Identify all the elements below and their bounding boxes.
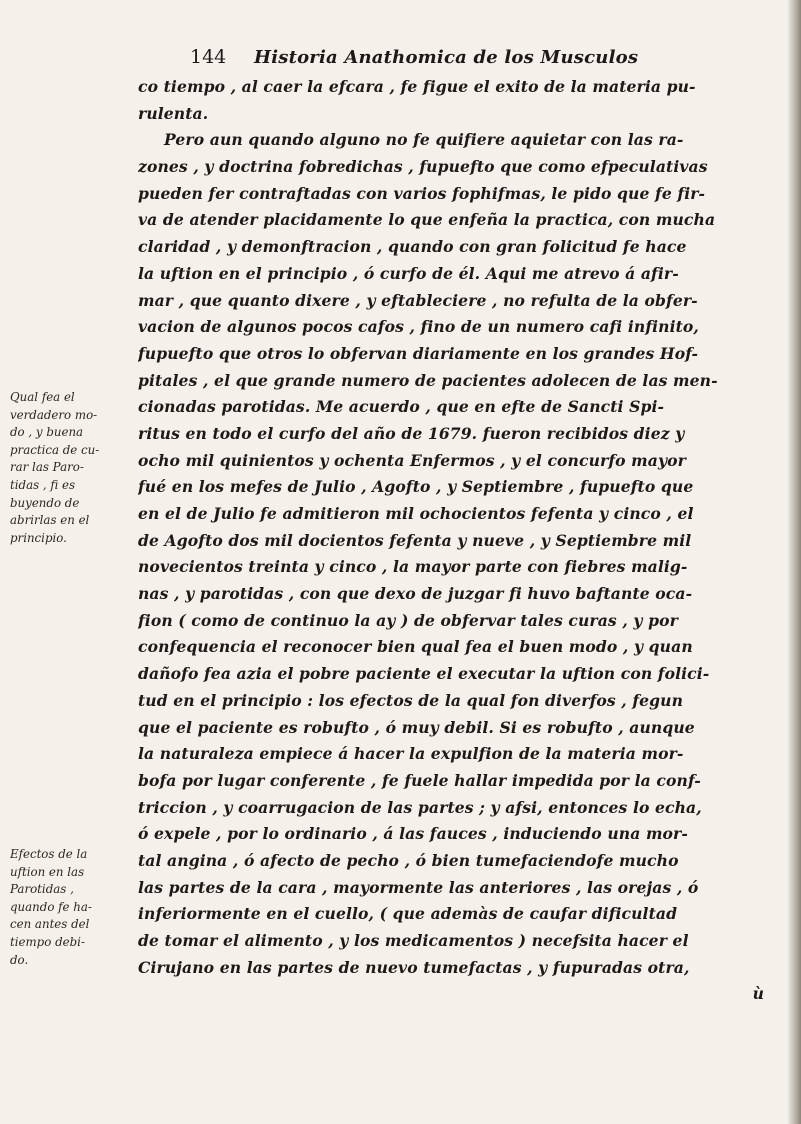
- main-text-block: [138, 74, 768, 1008]
- text-line: tal angina , ó afecto de pecho , ó bien tumefaciendofe mucho: [138, 850, 679, 870]
- marginal-note-line: Qual fea el: [10, 390, 75, 404]
- text-line: pueden fer contraftadas con varios fophifmas, le pido que fe fir-: [138, 183, 706, 203]
- text-line: ù: [752, 984, 764, 1004]
- text-line: la naturaleza empiece á hacer la expulfion de la materia mor-: [138, 744, 684, 764]
- marginal-note-line: buyendo de: [10, 495, 80, 510]
- text-line: de tomar el alimento , y los medicamentos ) necefsita hacer el: [138, 931, 689, 950]
- text-line: en el de Julio fe admitieron mil ochocientos fefenta y cinco , el: [138, 504, 694, 523]
- text-line: co tiempo , al caer la efcara , fe figue el exito de la materia pu-: [138, 77, 696, 96]
- marginal-note-line: rar las Paro-: [10, 460, 84, 475]
- marginal-note-line: uftion en las: [10, 864, 85, 879]
- text-line: fion ( como de continuo la ay ) de obfervar tales curas , y por: [138, 610, 678, 630]
- page-edge: [787, 0, 801, 1124]
- text-line: nas , y parotidas , con que dexo de juzgar fi huvo baftante oca-: [138, 584, 693, 604]
- text-line: fué en los mefes de Julio , Agofto , y Septiembre , fupuefto que: [138, 477, 694, 497]
- text-line: triccion , y coarrugacion de las partes ; y afsi, entonces lo echa,: [138, 797, 702, 817]
- marginal-note-line: do.: [10, 952, 29, 967]
- text-line: mar , que quanto dixere , y eftableciere , no refulta de la obfer-: [138, 290, 698, 310]
- text-line: confequencia el reconocer bien qual fea el buen modo , y quan: [138, 637, 693, 657]
- running-title: Historia Anathomica de los Musculos: [254, 47, 639, 68]
- text-line: ó expele , por lo ordinario , á las fauces , induciendo una mor-: [138, 824, 688, 844]
- marginal-note-line: principio.: [10, 530, 67, 545]
- marginal-note-2: [10, 846, 135, 969]
- marginal-note-line: practica de cu-: [10, 442, 100, 457]
- text-line: Pero aun quando alguno no fe quifiere aquietar con las ra-: [164, 130, 684, 150]
- marginal-note-line: Parotidas ,: [10, 882, 74, 897]
- text-line: tud en el principio : los efectos de la qual fon diverfos , fegun: [138, 690, 684, 710]
- text-line: de Agofto dos mil docientos fefenta y nueve , y Septiembre mil: [138, 530, 692, 550]
- text-line: que el paciente es robufto , ó muy debil. Si es robufto , aunque: [138, 717, 695, 737]
- marginal-note-line: Efectos de la: [10, 847, 88, 861]
- text-line: Cirujano en las partes de nuevo tumefactas , y fupuradas otra,: [138, 957, 690, 977]
- text-line: fupuefto que otros lo obfervan diariamente en los grandes Hof-: [138, 343, 699, 363]
- text-line: cionadas parotidas. Me acuerdo , que en efte de Sancti Spi-: [138, 397, 665, 417]
- text-line: va de atender placidamente lo que enfeña la practica, con mucha: [138, 210, 716, 230]
- text-line: pitales , el que grande numero de pacientes adolecen de las men-: [138, 370, 718, 390]
- marginal-note-line: quando fe ha-: [10, 899, 92, 914]
- marginal-note-line: tidas , fi es: [10, 477, 76, 492]
- text-line: vacion de algunos pocos cafos , fino de un numero cafi infinito,: [138, 317, 699, 337]
- marginal-note-line: cen antes del: [10, 917, 90, 932]
- running-header: [190, 46, 638, 68]
- text-line: rulenta.: [138, 103, 209, 123]
- text-line: inferiormente en el cuello, ( que ademàs de caufar dificultad: [138, 904, 678, 924]
- marginal-note-line: verdadero mo-: [10, 407, 98, 422]
- marginal-note-line: abrirlas en el: [10, 513, 90, 528]
- page-number: 144: [190, 46, 227, 68]
- text-line: ocho mil quinientos y ochenta Enfermos , y el concurfo mayor: [138, 450, 686, 470]
- marginal-note-line: do , y buena: [10, 425, 84, 440]
- text-line: ritus en todo el curfo del año de 1679. fueron recibidos diez y: [138, 423, 685, 443]
- text-line: las partes de la cara , mayormente las anteriores , las orejas , ó: [138, 877, 699, 897]
- marginal-note-1: [10, 389, 135, 547]
- text-line: zones , y doctrina fobredichas , fupuefto que como efpeculativas: [138, 157, 708, 177]
- text-line: la uftion en el principio , ó curfo de él. Aqui me atrevo á afir-: [138, 263, 679, 283]
- text-line: dañofo fea azia el pobre paciente el executar la uftion con folici-: [138, 664, 710, 684]
- text-line: claridad , y demonftracion , quando con gran folicitud fe hace: [138, 237, 687, 257]
- text-line: novecientos treinta y cinco , la mayor parte con fiebres malig-: [138, 557, 688, 577]
- marginal-note-line: tiempo debi-: [10, 934, 85, 949]
- text-line: bofa por lugar conferente , fe fuele hallar impedida por la conf-: [138, 770, 701, 790]
